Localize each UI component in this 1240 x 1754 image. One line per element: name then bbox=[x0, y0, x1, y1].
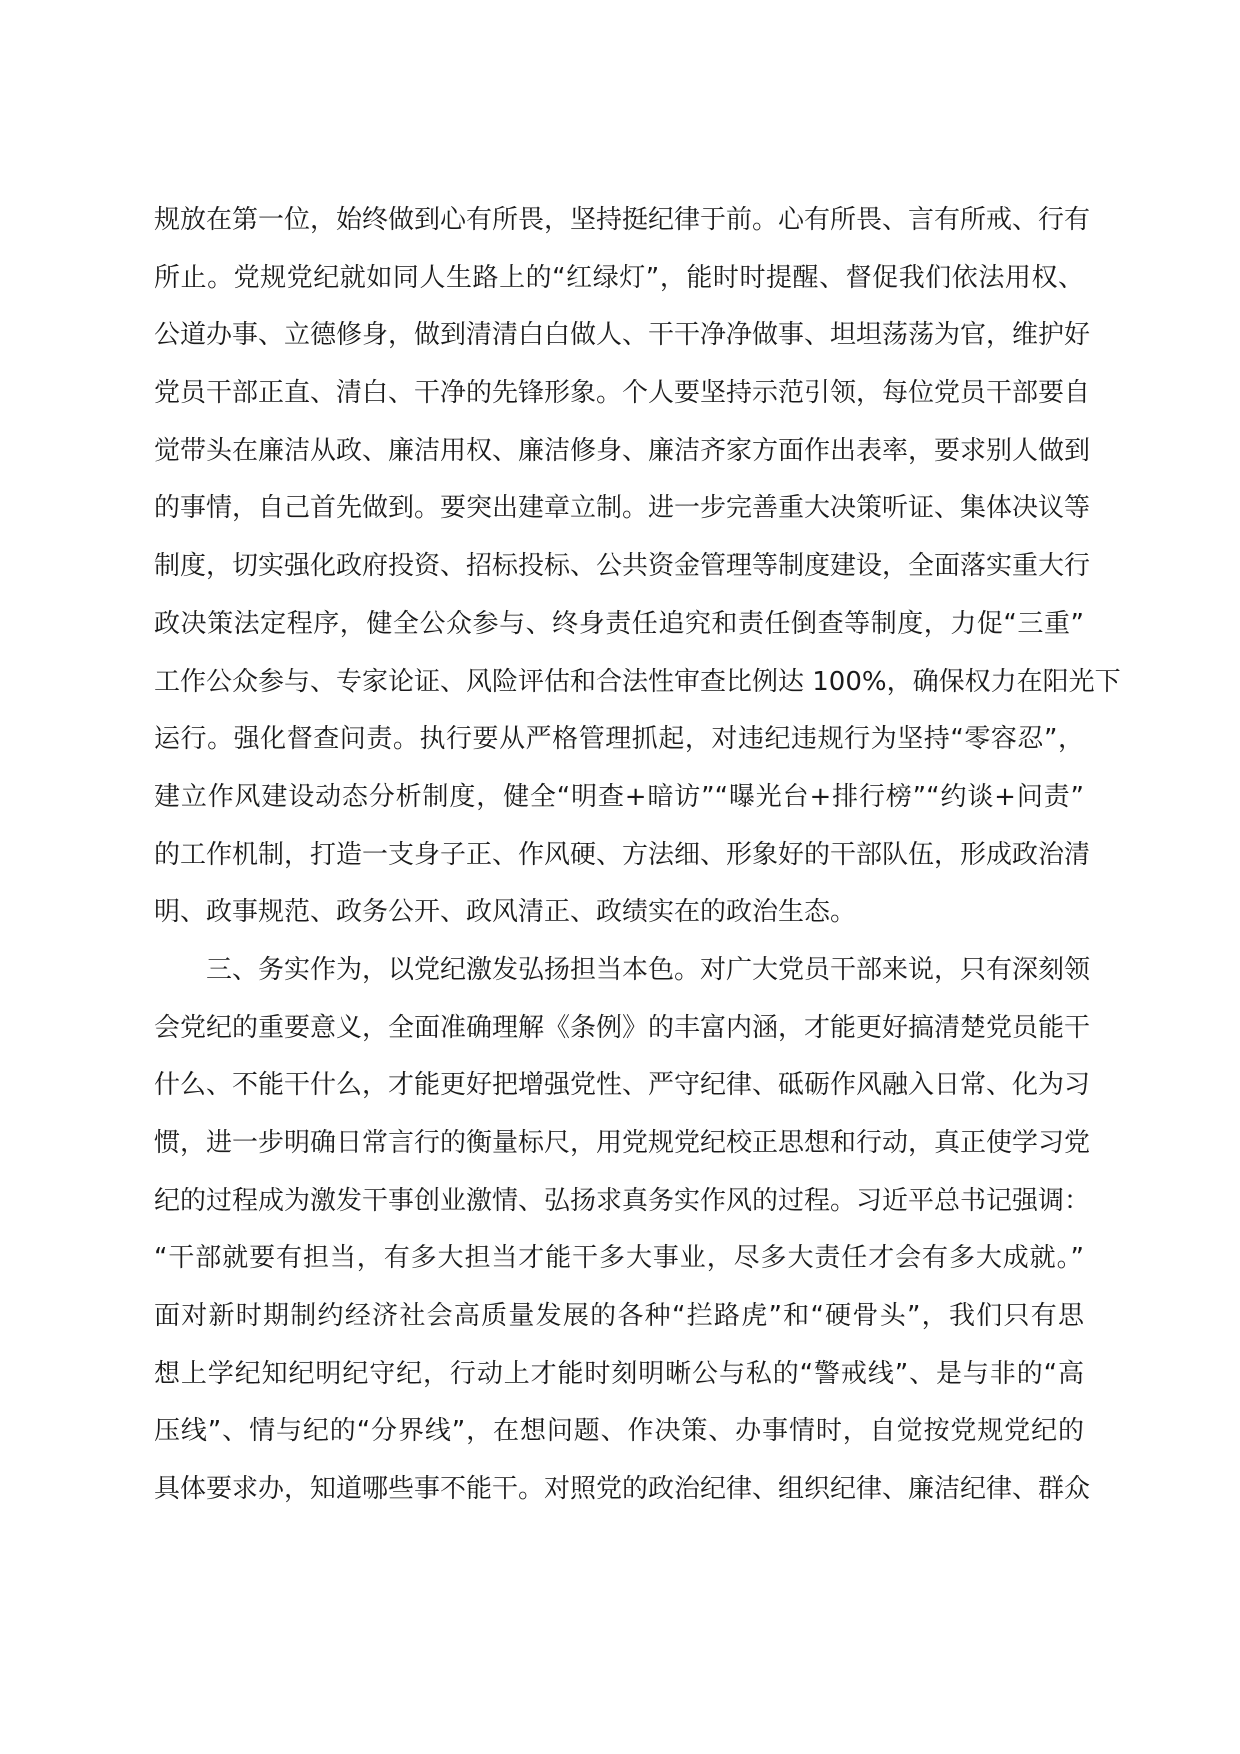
text-line-23: 具体要求办，知道哪些事不能干。对照党的政治纪律、组织纪律、廉洁纪律、群众 bbox=[154, 1474, 1091, 1505]
text-line-4: 党员干部正直、清白、干净的先锋形象。个人要坚持示范引领，每位党员干部要自 bbox=[154, 378, 1091, 409]
text-line-5: 觉带头在廉洁从政、廉洁用权、廉洁修身、廉洁齐家方面作出表率，要求别人做到 bbox=[154, 435, 1091, 466]
text-line-22: 压线”、情与纪的“分界线”，在想问题、作决策、办事情时，自觉按党规党纪的 bbox=[154, 1416, 1084, 1447]
text-line-6: 的事情，自己首先做到。要突出建章立制。进一步完善重大决策听证、集体决议等 bbox=[154, 493, 1091, 524]
text-line-21: 想上学纪知纪明纪守纪，行动上才能时刻明晰公与私的“警戒线”、是与非的“高 bbox=[154, 1358, 1084, 1389]
text-line-10: 运行。强化督查问责。执行要从严格管理抓起，对违纪违规行为坚持“零容忍”， bbox=[154, 724, 1084, 755]
text-line-11: 建立作风建设动态分析制度，健全“明查+暗访”“曝光台+排行榜”“约谈+问责” bbox=[154, 781, 1084, 812]
text-line-15: 会党纪的重要意义，全面准确理解《条例》的丰富内涵，才能更好搞清楚党员能干 bbox=[154, 1012, 1091, 1043]
text-line-19: “干部就要有担当，有多大担当才能干多大事业，尽多大责任才会有多大成就。” bbox=[154, 1243, 1084, 1274]
text-line-20: 面对新时期制约经济社会高质量发展的各种“拦路虎”和“硬骨头”，我们只有思 bbox=[154, 1301, 1084, 1332]
text-line-18: 纪的过程成为激发干事创业激情、弘扬求真务实作风的过程。习近平总书记强调： bbox=[154, 1185, 1091, 1216]
text-line-7: 制度，切实强化政府投资、招标投标、公共资金管理等制度建设，全面落实重大行 bbox=[154, 551, 1091, 582]
text-line-12: 的工作机制，打造一支身子正、作风硬、方法细、形象好的干部队伍，形成政治清 bbox=[154, 839, 1091, 870]
text-line-14: 三、务实作为，以党纪激发弘扬担当本色。对广大党员干部来说，只有深刻领 bbox=[206, 954, 1091, 985]
text-line-1: 规放在第一位，始终做到心有所畏，坚持挺纪律于前。心有所畏、言有所戒、行有 bbox=[154, 205, 1091, 235]
text-line-13: 明、政事规范、政务公开、政风清正、政绩实在的政治生态。 bbox=[154, 897, 857, 928]
text-line-9: 工作公众参与、专家论证、风险评估和合法性审查比例达 100%，确保权力在阳光下 bbox=[154, 666, 1121, 697]
text-line-3: 公道办事、立德修身，做到清清白白做人、干干净净做事、坦坦荡荡为官，维护好 bbox=[154, 320, 1091, 351]
text-line-2: 所止。党规党纪就如同人生路上的“红绿灯”，能时时提醒、督促我们依法用权、 bbox=[154, 262, 1084, 293]
text-line-17: 惯，进一步明确日常言行的衡量标尺，用党规党纪校正思想和行动，真正使学习党 bbox=[154, 1128, 1091, 1158]
text-line-8: 政决策法定程序，健全公众参与、终身责任追究和责任倒查等制度，力促“三重” bbox=[154, 608, 1084, 639]
text-line-16: 什么、不能干什么，才能更好把增强党性、严守纪律、砥砺作风融入日常、化为习 bbox=[154, 1070, 1091, 1101]
body-text bbox=[154, 192, 1121, 1519]
